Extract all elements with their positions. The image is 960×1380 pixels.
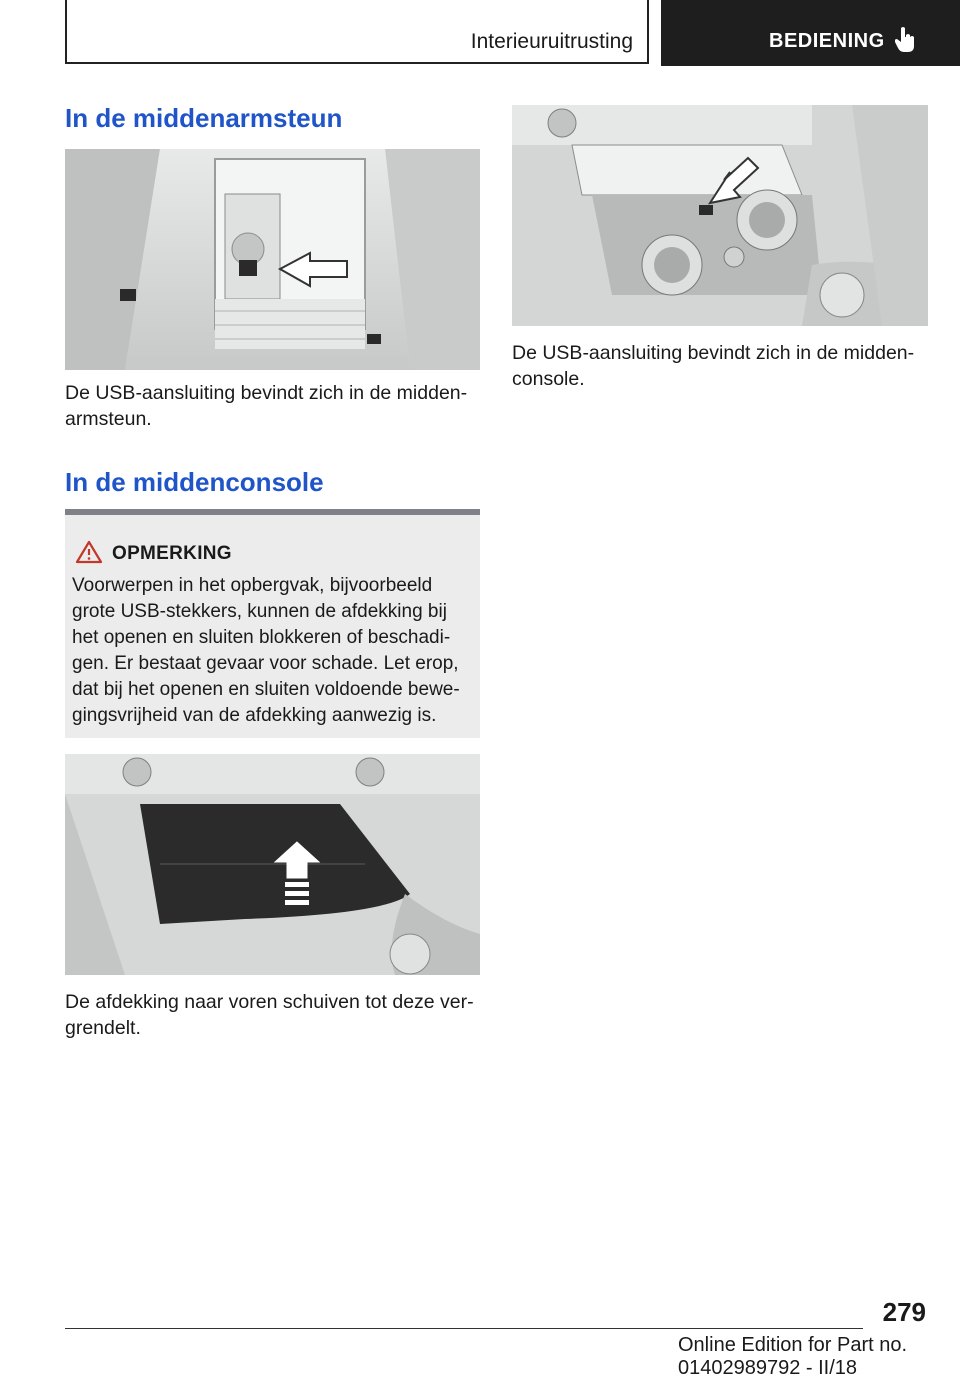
console-usb-illustration (512, 105, 928, 326)
running-header-section (65, 0, 649, 64)
note-title: OPMERKING (112, 543, 232, 564)
note-text: Voorwerpen in het opbergvak, bijvoorbeeld grote USB-stekkers, kunnen de afdekking bij het openen en sluiten blokkeren of beschadigen. Er bestaat gevaar voor schade. Let erop, dat bij het openen en sluiten voldoende bewegingsvrijheid van de afdekking aanwezig is. (72, 575, 460, 726)
figure3-caption: De USB-aansluiting bevindt zich in de middenconsole. (512, 342, 915, 390)
heading-middenconsole: In de middenconsole (65, 467, 324, 497)
note-box (65, 509, 480, 738)
armrest-usb-illustration (65, 149, 480, 370)
chapter-tab (661, 0, 960, 66)
chapter-title: BEDIENING (769, 30, 885, 52)
page-number: 279 (882, 1297, 926, 1327)
heading-middenarmsteun: In de middenarmsteun (65, 103, 343, 133)
warning-triangle-icon (75, 540, 103, 564)
pointing-hand-icon (895, 26, 917, 52)
console-cover-illustration (65, 754, 480, 975)
footer-divider (65, 1328, 863, 1329)
figure2-caption: De afdekking naar voren schuiven tot deze vergrendelt. (65, 991, 474, 1039)
figure1-caption: De USB-aansluiting bevindt zich in de middenarmsteun. (65, 382, 468, 430)
section-title: Interieuruitrusting (470, 30, 633, 53)
edition-text: Online Edition for Part no. 01402989792 - II/18 (678, 1334, 908, 1379)
